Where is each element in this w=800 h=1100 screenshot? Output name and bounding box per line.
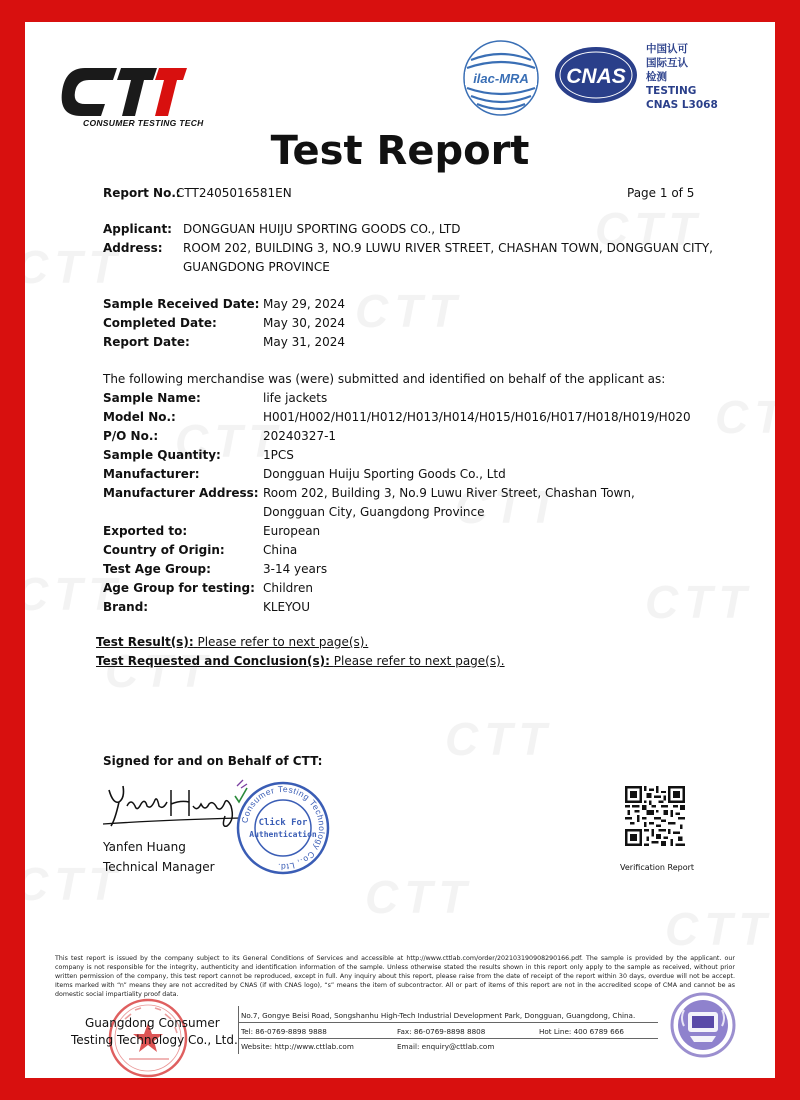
ilac-mra-logo [461,38,541,118]
watermark [645,575,752,629]
watermark [105,644,212,698]
sample-label: Test Age Group: [103,562,211,576]
footer-tel: Tel: 86-0769-8898 9888 [241,1027,327,1036]
test-conclusion-label: Test Requested and Conclusion(s): [96,654,330,668]
report-no-value: CTT2405016581EN [176,186,292,200]
test-conclusion-value: Please refer to next page(s). [333,654,505,668]
footer-divider [238,1006,239,1054]
sample-label: Model No.: [103,410,176,424]
test-result-label: Test Result(s): [96,635,194,649]
address-label: Address: [103,241,163,255]
sample-value: Children [263,581,313,595]
test-result-line [96,635,368,650]
report-title: Test Report [270,128,530,174]
authentication-stamp[interactable] [235,780,331,876]
footer-fax: Fax: 86-0769-8898 8808 [397,1027,486,1036]
footer-address: No.7, Gongye Beisi Road, Songshanhu High-Tech Industrial Development Park, Dongguan, Guangdong, China. [241,1011,636,1020]
watermark [445,712,552,766]
stamp-line2: Authentication [249,830,317,839]
sample-value: 1PCS [263,448,294,462]
footer-hotline: Hot Line: 400 6789 666 [539,1027,624,1036]
logo-subtitle: CONSUMER TESTING TECH [83,118,204,128]
sample-label: Manufacturer Address: [103,486,259,500]
sample-label: Age Group for testing: [103,581,255,595]
sample-value: Dongguan Huiju Sporting Goods Co., Ltd [263,467,506,481]
sample-label: Exported to: [103,524,188,538]
test-conclusion-line [96,654,505,669]
cnas-testing: TESTING [646,85,697,97]
sample-value: 3-14 years [263,562,328,576]
signer-name: Yanfen Huang [103,840,186,854]
sample-value: Room 202, Building 3, No.9 Luwu River Street, Chashan Town, [263,486,635,500]
sample-label: Manufacturer: [103,467,200,481]
cnas-cn-line: 检测 [646,71,667,83]
sample-value: European [263,524,321,538]
cnas-cn-line: 国际互认 [646,57,688,69]
cnas-accreditation-text [646,42,718,112]
sample-value: Dongguan City, Guangdong Province [263,505,485,519]
signer-title: Technical Manager [103,860,215,874]
report-page [25,22,775,1078]
company-name-line: Guangdong Consumer [85,1016,220,1030]
date-label: Completed Date: [103,316,217,330]
footer-disclaimer: This test report is issued by the company subject to its General Conditions of Services and accessible at http://www.cttlab.com/order/202103190908290166.pdf. The sample is provided by the applicant. our company is not responsible for the integrity, authenticity and identification information of the sample. Unless otherwise stated the results shown in this report only apply to the sample as received, without prior written permission of the company, this test report cannot be reproduced, except in full. Any inquiry about this report, please raise from the date of receipt of the report within 30 days, overdue will not be accept. Items marked with “n” means they are not accredited by CNAS (if with CNAS logo), “s” means the item of subcontractor. All or part of items of this report are not in the accredited scope of CMA and cannot be as domestic social impartiality proof data. [55,955,735,998]
address-line: GUANGDONG PROVINCE [183,260,330,274]
watermark [665,902,772,956]
address-line: ROOM 202, BUILDING 3, NO.9 LUWU RIVER STREET, CHASHAN TOWN, DONGGUAN CITY, [183,241,713,255]
footer-divider [238,1038,658,1039]
footer-divider [238,1022,658,1023]
watermark [365,870,472,924]
watermark [355,284,462,338]
sample-label: P/O No.: [103,429,159,443]
intro-text: The following merchandise was (were) submitted and identified on behalf of the applicant as: [103,372,666,386]
stamp-ring-text: Consumer Testing Technology Co., Ltd. [239,783,328,873]
signed-for-label: Signed for and on Behalf of CTT: [103,754,323,768]
svg-text:CNAS: CNAS [566,65,626,88]
sample-value: China [263,543,298,557]
qr-code-icon[interactable] [625,786,685,846]
applicant-value: DONGGUAN HUIJU SPORTING GOODS CO., LTD [183,222,461,236]
footer-website: Website: http://www.cttlab.com [241,1042,354,1051]
verification-label: Verification Report [620,863,695,872]
sample-value: H001/H002/H011/H012/H013/H014/H015/H016/H017/H018/H019/H020 [263,410,691,424]
cnas-cn-line: 中国认可 [646,43,688,55]
date-value: May 31, 2024 [263,335,346,349]
sample-value: KLEYOU [263,600,311,614]
sample-label: Sample Quantity: [103,448,221,462]
cnas-number: CNAS L3068 [646,99,718,111]
date-value: May 30, 2024 [263,316,346,330]
footer-email: Email: enquiry@cttlab.com [397,1042,495,1051]
sample-label: Brand: [103,600,149,614]
sample-value: 20240327-1 [263,429,337,443]
stamp-line1: Click For [258,818,308,828]
consumer-emblem-icon [670,992,736,1058]
date-value: May 29, 2024 [263,297,346,311]
date-label: Sample Received Date: [103,297,260,311]
applicant-label: Applicant: [103,222,172,236]
sample-label: Country of Origin: [103,543,225,557]
sample-value: life jackets [263,391,328,405]
date-label: Report Date: [103,335,190,349]
report-no-label: Report No.: [103,186,181,200]
page-info: Page 1 of 5 [627,186,695,200]
svg-text:ilac-MRA: ilac-MRA [473,71,529,86]
cnas-logo [553,44,639,106]
company-name-line: Testing Technology Co., Ltd. [71,1033,238,1047]
test-result-value: Please refer to next page(s). [197,635,369,649]
sample-label: Sample Name: [103,391,201,405]
watermark [715,390,775,444]
